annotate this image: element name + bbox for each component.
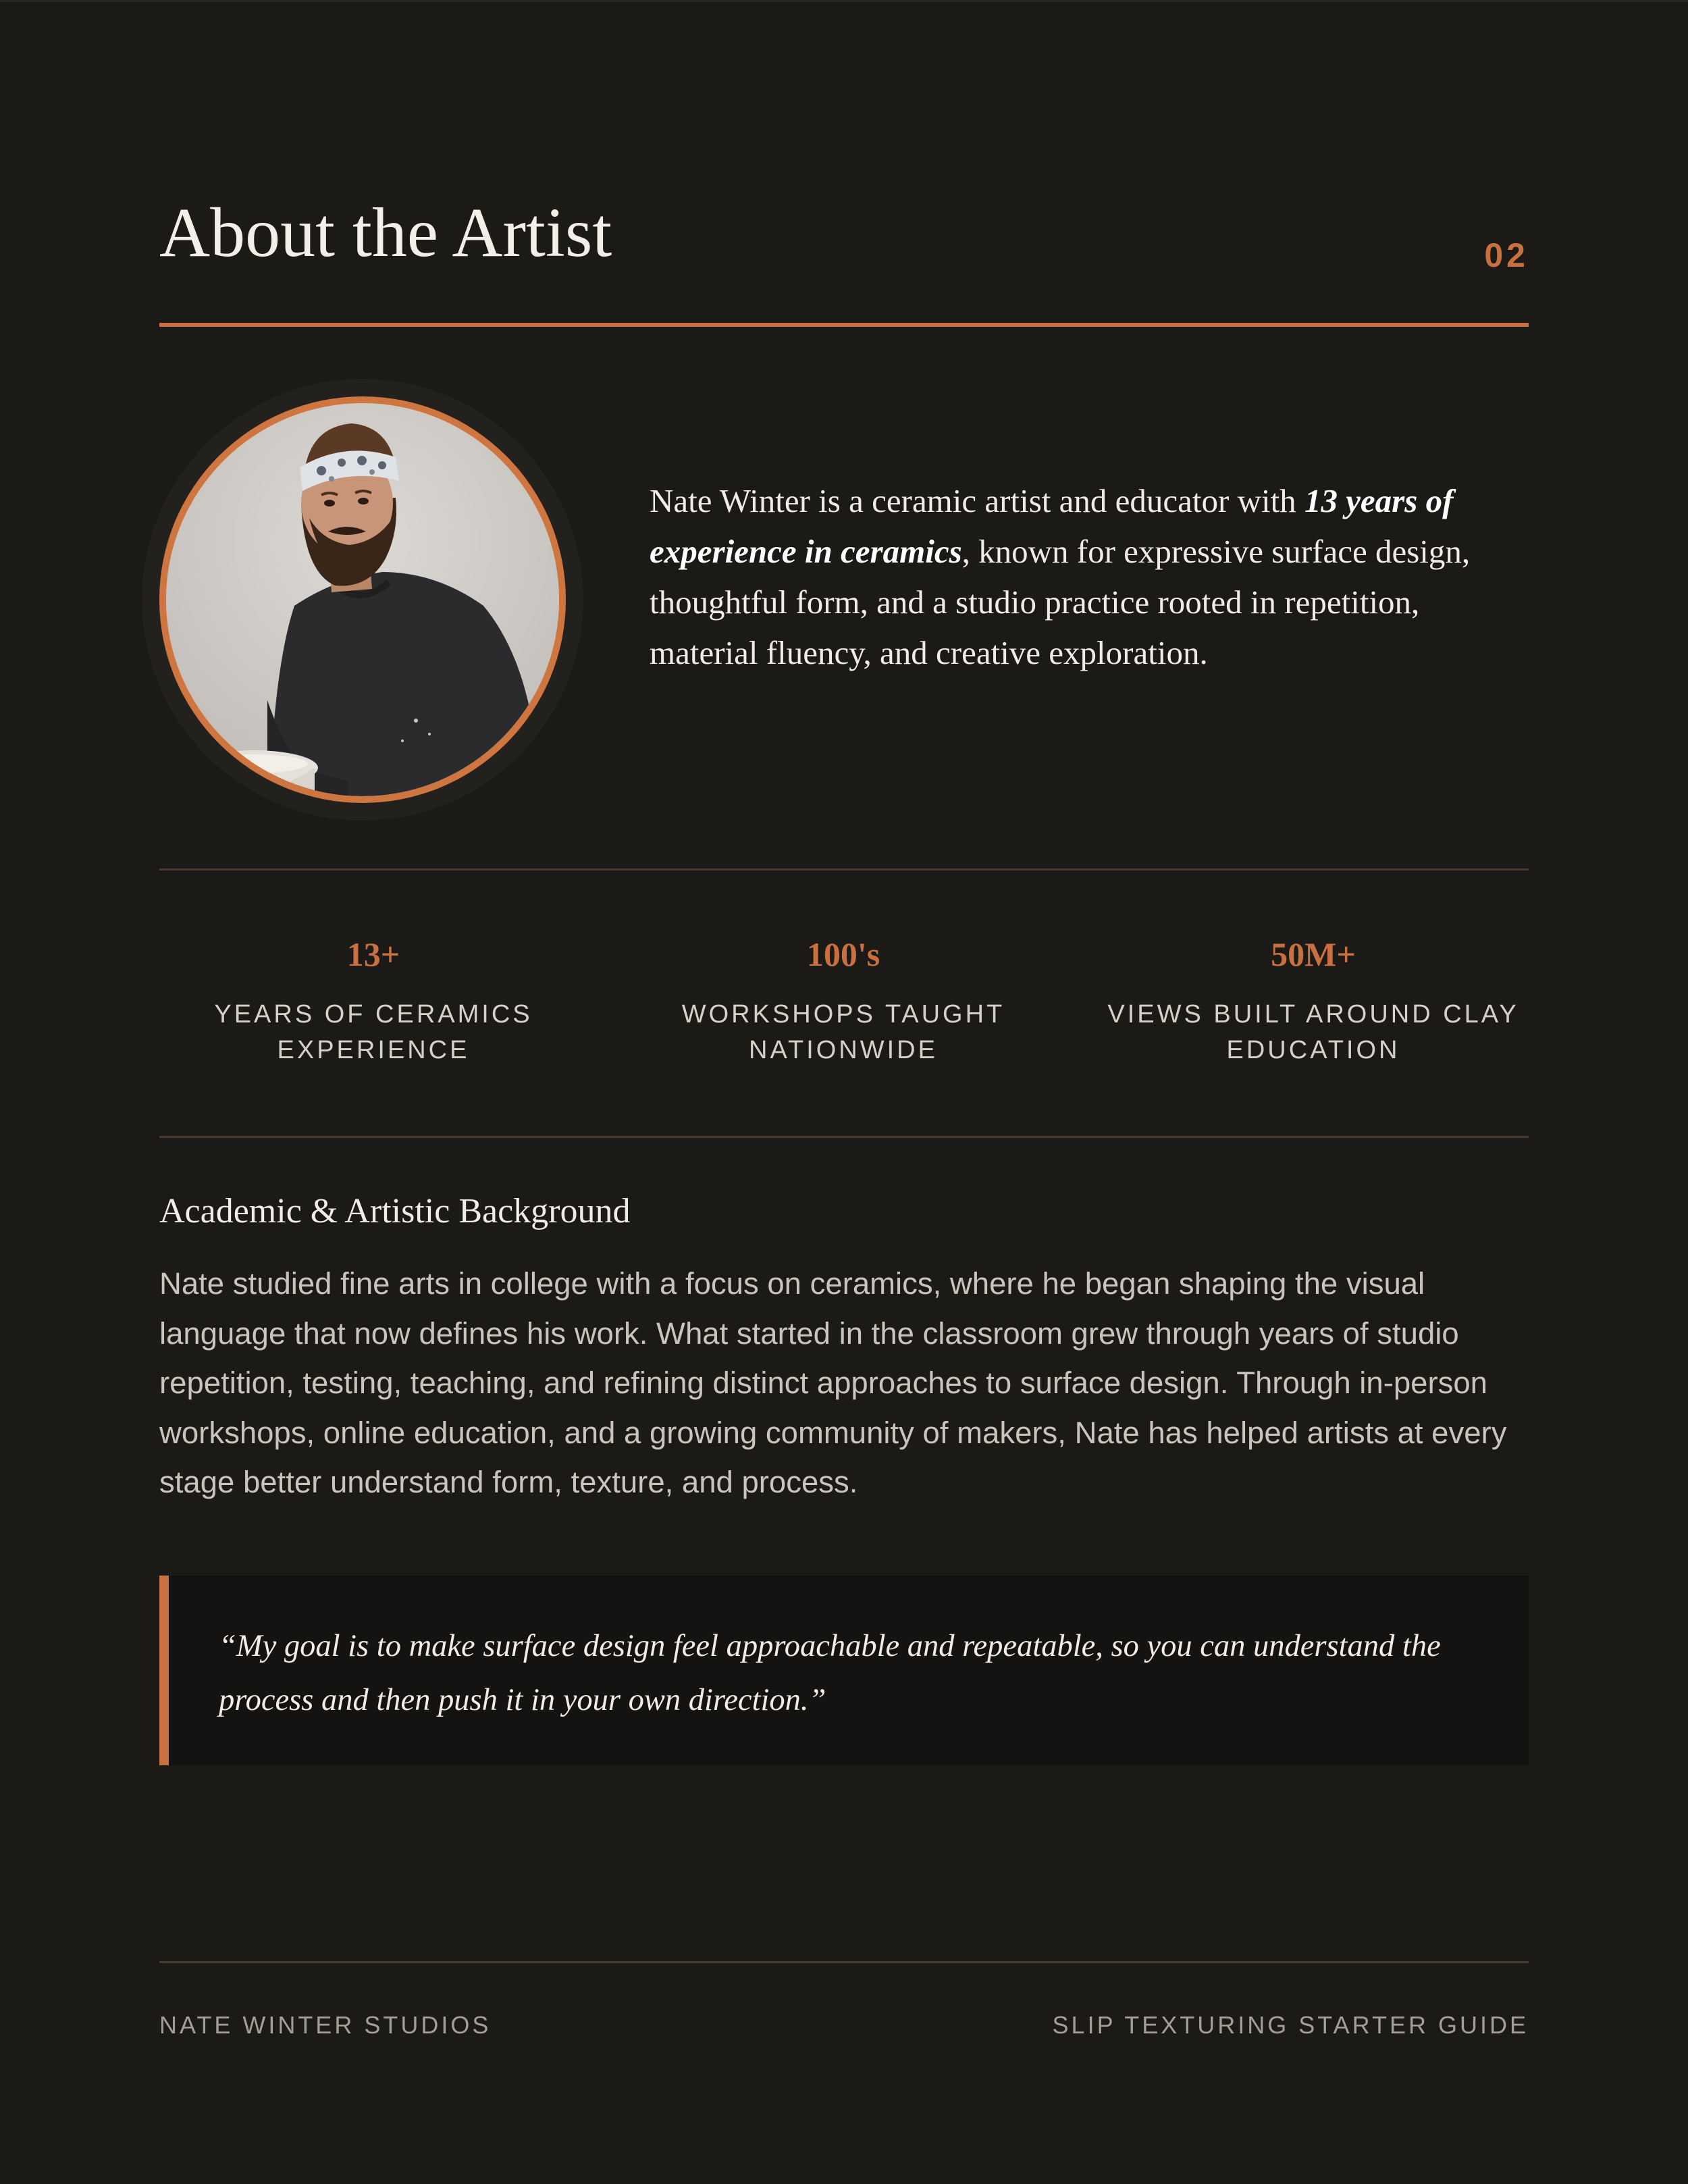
section-heading: Academic & Artistic Background — [159, 1192, 631, 1230]
intro-text-after: , known for expressive surface design, thoughtful form, and a studio practice rooted in repetition, material fluency, and creative exploration. — [650, 533, 1471, 671]
page-number: 02 — [1484, 236, 1529, 274]
stat-label-line: VIEWS BUILT AROUND CLAY — [1107, 1000, 1519, 1029]
stat-label-line: EDUCATION — [1226, 1036, 1400, 1064]
stat-years — [151, 932, 596, 1068]
stat-value: 100's — [806, 935, 880, 973]
stat-label-line: NATIONWIDE — [749, 1036, 938, 1064]
footer-divider — [159, 1961, 1529, 1963]
pull-quote-text: “My goal is to make surface design feel approachable and repeatable, so you can understand the process and then push it in your own direction.” — [219, 1629, 1441, 1717]
stat-label — [621, 997, 1066, 1068]
footer-guide-title: SLIP TEXTURING STARTER GUIDE — [1052, 2011, 1529, 2039]
stat-workshops — [621, 932, 1066, 1068]
intro-emphasis: 13 years of experience in ceramics — [650, 482, 1454, 570]
stat-value: 13+ — [346, 935, 400, 973]
section-body: Nate studied fine arts in college with a focus on ceramics, where he began shaping the visual language that now defines his work. What started in the classroom grew through years of studio repetition, testing, teaching, and refining distinct approaches to surface design. Through in-person workshops, online education, and a growing community of makers, Nate has helped artists at every stage better understand form, texture, and process. — [159, 1266, 1507, 1499]
header-divider — [159, 323, 1529, 327]
stats-bottom-divider — [159, 1136, 1529, 1138]
stat-label — [1090, 997, 1536, 1068]
stat-value: 50M+ — [1271, 935, 1356, 973]
portrait-illustration — [166, 403, 559, 796]
intro-paragraph — [650, 475, 1529, 678]
stat-label — [151, 997, 596, 1068]
stat-label-line: YEARS OF CERAMICS — [214, 1000, 533, 1029]
artist-portrait — [166, 403, 559, 796]
top-edge-divider — [0, 0, 1688, 2]
stat-views — [1090, 932, 1536, 1068]
stat-label-line: WORKSHOPS TAUGHT — [681, 1000, 1005, 1029]
intro-text-before: Nate Winter is a ceramic artist and educator with — [650, 482, 1304, 519]
stats-top-divider — [159, 868, 1529, 870]
page-title: About the Artist — [159, 194, 612, 271]
footer-studio-name: NATE WINTER STUDIOS — [159, 2011, 492, 2039]
stat-label-line: EXPERIENCE — [277, 1036, 470, 1064]
